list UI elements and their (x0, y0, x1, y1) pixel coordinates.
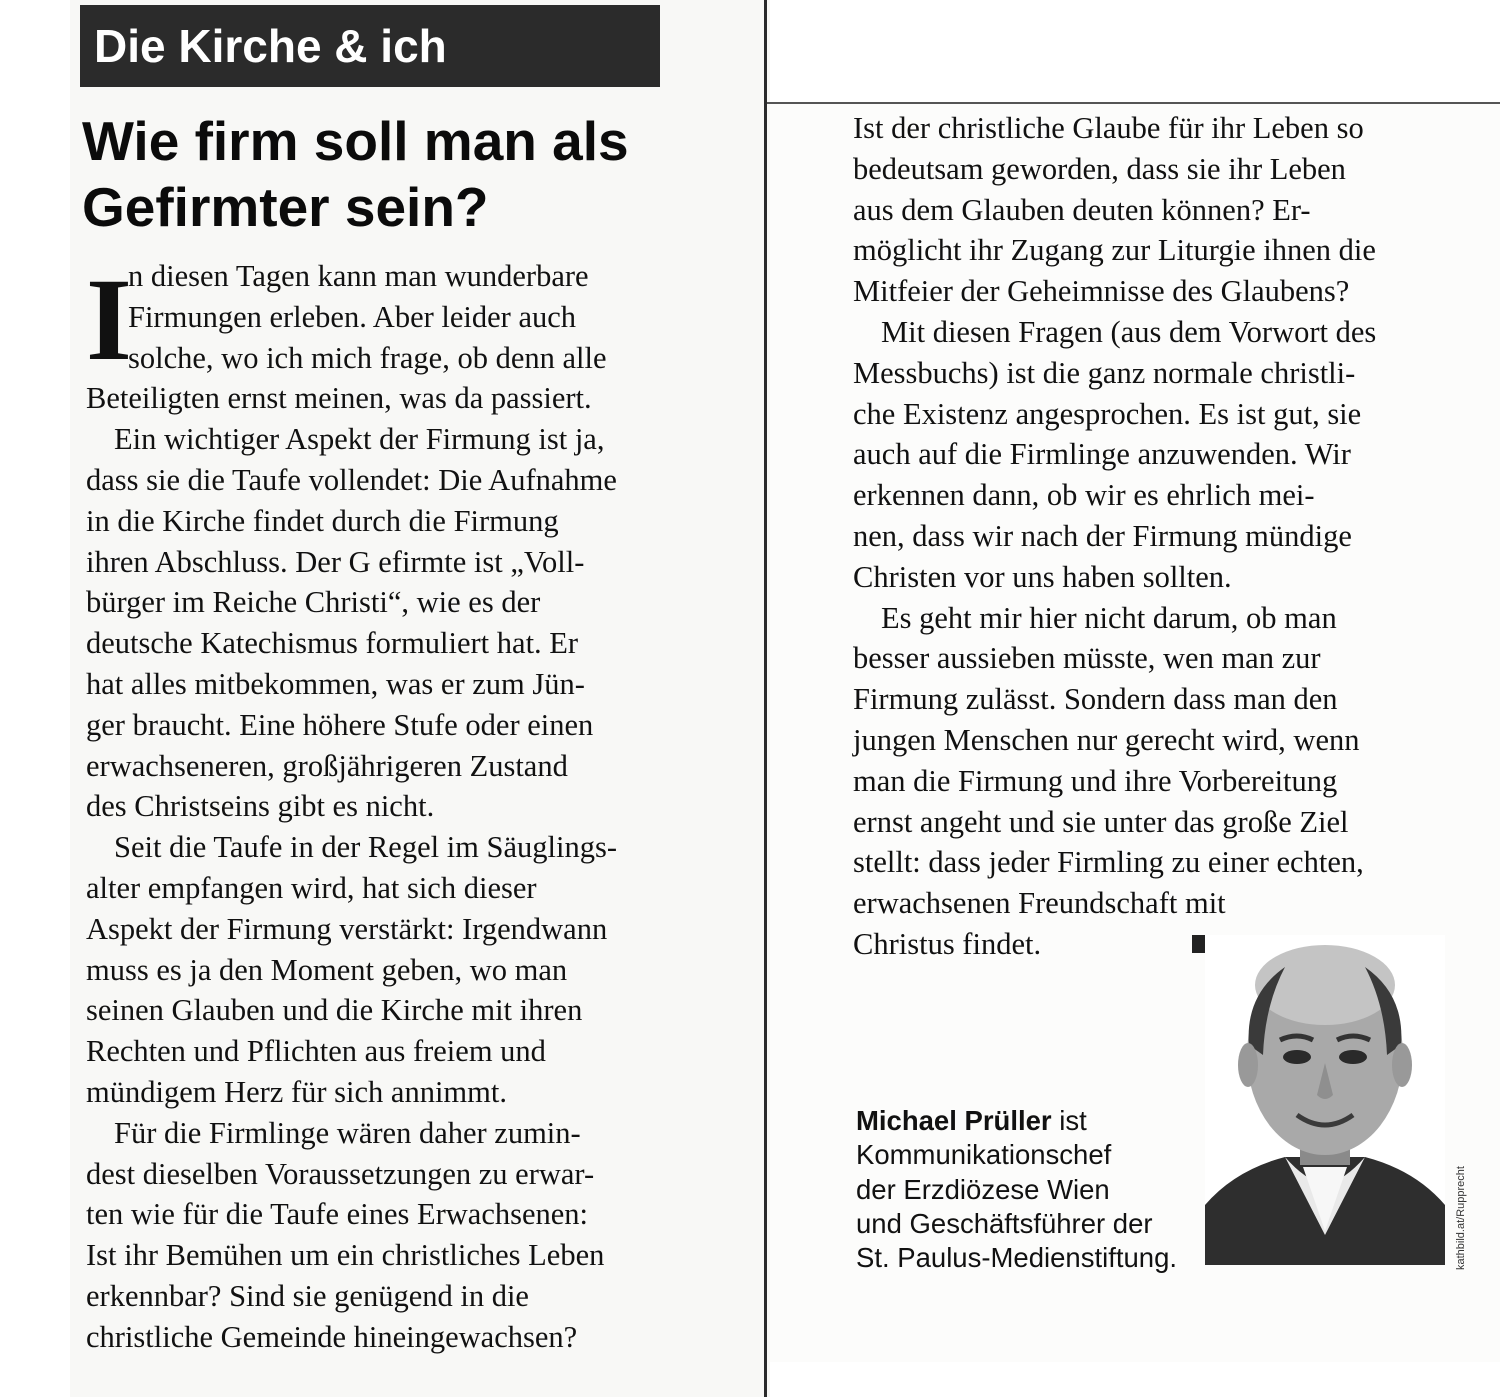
article-text-line: Es geht mir hier nicht darum, ob man (881, 600, 1337, 635)
article-text-line: dest dieselben Voraussetzungen zu erwar- (86, 1156, 595, 1191)
author-bio-line: der Erzdiözese Wien (856, 1173, 1110, 1205)
headline-line-1: Wie firm soll man als (82, 110, 629, 172)
photo-credit: kathbild.at/Rupprecht (1455, 1166, 1467, 1270)
article-text-line: mündigem Herz für sich annimmt. (86, 1074, 507, 1109)
article-column-right (853, 108, 1500, 965)
article-text-line: Christen vor uns haben sollten. (853, 559, 1232, 594)
article-text-line: Mitfeier der Geheimnisse des Glaubens? (853, 274, 1350, 309)
article-text-line: deutsche Katechismus formuliert hat. Er (86, 626, 579, 661)
article-text-line: in die Kirche findet durch die Firmung (86, 503, 559, 538)
article-text-line: Firmung zulässt. Sondern dass man den (853, 682, 1338, 717)
article-text-line: bürger im Reiche Christi“, wie es der (86, 585, 541, 620)
article-text-line: n diesen Tagen kann man wunderbare (128, 259, 589, 293)
article-text-line: bedeutsam geworden, dass sie ihr Leben (853, 151, 1346, 186)
article-text-line: besser aussieben müsste, wen man zur (853, 641, 1321, 676)
author-bio (856, 1104, 1236, 1275)
article-text-line: erkennen dann, ob wir es ehrlich mei- (853, 478, 1315, 513)
drop-cap: I (86, 254, 132, 385)
section-kicker: Die Kirche & ich (80, 5, 660, 87)
article-text-line: aus dem Glauben deuten können? Er- (853, 192, 1311, 227)
article-text-line: Christus findet. (853, 926, 1042, 961)
article-text-line: des Christseins gibt es nicht. (86, 789, 435, 824)
article-text-line: Ein wichtiger Aspekt der Firmung ist ja, (114, 422, 605, 457)
article-text-line: Messbuchs) ist die ganz normale christli- (853, 355, 1356, 390)
article-text-line: stellt: dass jeder Firmling zu einer echten, (853, 845, 1364, 880)
article-text-line: erwachseneren, großjährigeren Zustand (86, 748, 568, 783)
article-text-line: muss es ja den Moment geben, wo man (86, 952, 568, 987)
article-text-line: Firmungen erleben. Aber leider auch (128, 299, 577, 334)
article-text-line: hat alles mitbekommen, was er zum Jün- (86, 666, 585, 701)
author-name-suffix: ist (1051, 1105, 1087, 1136)
article-text-line: auch auf die Firmlinge anzuwenden. Wir (853, 437, 1351, 472)
author-name: Michael Prüller (856, 1105, 1052, 1136)
article-headline (82, 108, 722, 240)
article-text-line: Beteiligten ernst meinen, was da passiert. (86, 381, 592, 416)
article-text-line: erwachsenen Freundschaft mit (853, 886, 1226, 921)
article-text-line: seinen Glauben und die Kirche mit ihren (86, 993, 583, 1028)
author-portrait-photo (1205, 935, 1445, 1265)
headline-line-2: Gefirmter sein? (82, 176, 489, 238)
article-text-line: ihren Abschluss. Der G efirmte ist „Voll- (86, 544, 585, 579)
article-text-line: Rechten und Pflichten aus freiem und (86, 1034, 546, 1069)
article-text-line: ger braucht. Eine höhere Stufe oder einen (86, 707, 594, 742)
article-text-line: jungen Menschen nur gerecht wird, wenn (853, 722, 1360, 757)
article-text-line: che Existenz angesprochen. Es ist gut, sie (853, 396, 1362, 431)
article-column-left (86, 256, 746, 1358)
article-text-line: nen, dass wir nach der Firmung mündige (853, 518, 1352, 553)
article-text-line: Seit die Taufe in der Regel im Säuglings- (114, 830, 617, 865)
author-bio-line: St. Paulus-Medienstiftung. (856, 1242, 1178, 1274)
article-text-line: möglicht ihr Zugang zur Liturgie ihnen die (853, 233, 1376, 268)
clipping-seam (764, 0, 767, 1397)
article-text-line: alter empfangen wird, hat sich dieser (86, 870, 537, 905)
article-text-line: Mit diesen Fragen (aus dem Vorwort des (881, 314, 1377, 349)
author-bio-first-line (856, 1104, 1236, 1138)
article-text-line: ten wie für die Taufe eines Erwachsenen: (86, 1197, 589, 1232)
article-text-line: Für die Firmlinge wären daher zumin- (114, 1115, 581, 1150)
article-text-line: ernst angeht und sie unter das große Ziel (853, 804, 1349, 839)
article-text-line: erkennbar? Sind sie genügend in die (86, 1278, 529, 1313)
article-text-line: Ist ihr Bemühen um ein christliches Leben (86, 1238, 605, 1273)
article-text-line: christliche Gemeinde hineingewachsen? (86, 1319, 578, 1354)
article-text-line: dass sie die Taufe vollendet: Die Aufnahme (86, 462, 617, 497)
article-text-line: Aspekt der Firmung verstärkt: Irgendwann (86, 911, 608, 946)
article-text-line: solche, wo ich mich frage, ob denn alle (128, 340, 607, 375)
article-text-line: man die Firmung und ihre Vorbereitung (853, 763, 1338, 798)
article-text-line: Ist der christliche Glaube für ihr Leben so (853, 111, 1364, 145)
author-bio-line: und Geschäftsführer der (856, 1207, 1153, 1239)
author-bio-line: Kommunikationschef (856, 1139, 1112, 1171)
clipping-edge (767, 102, 1500, 104)
